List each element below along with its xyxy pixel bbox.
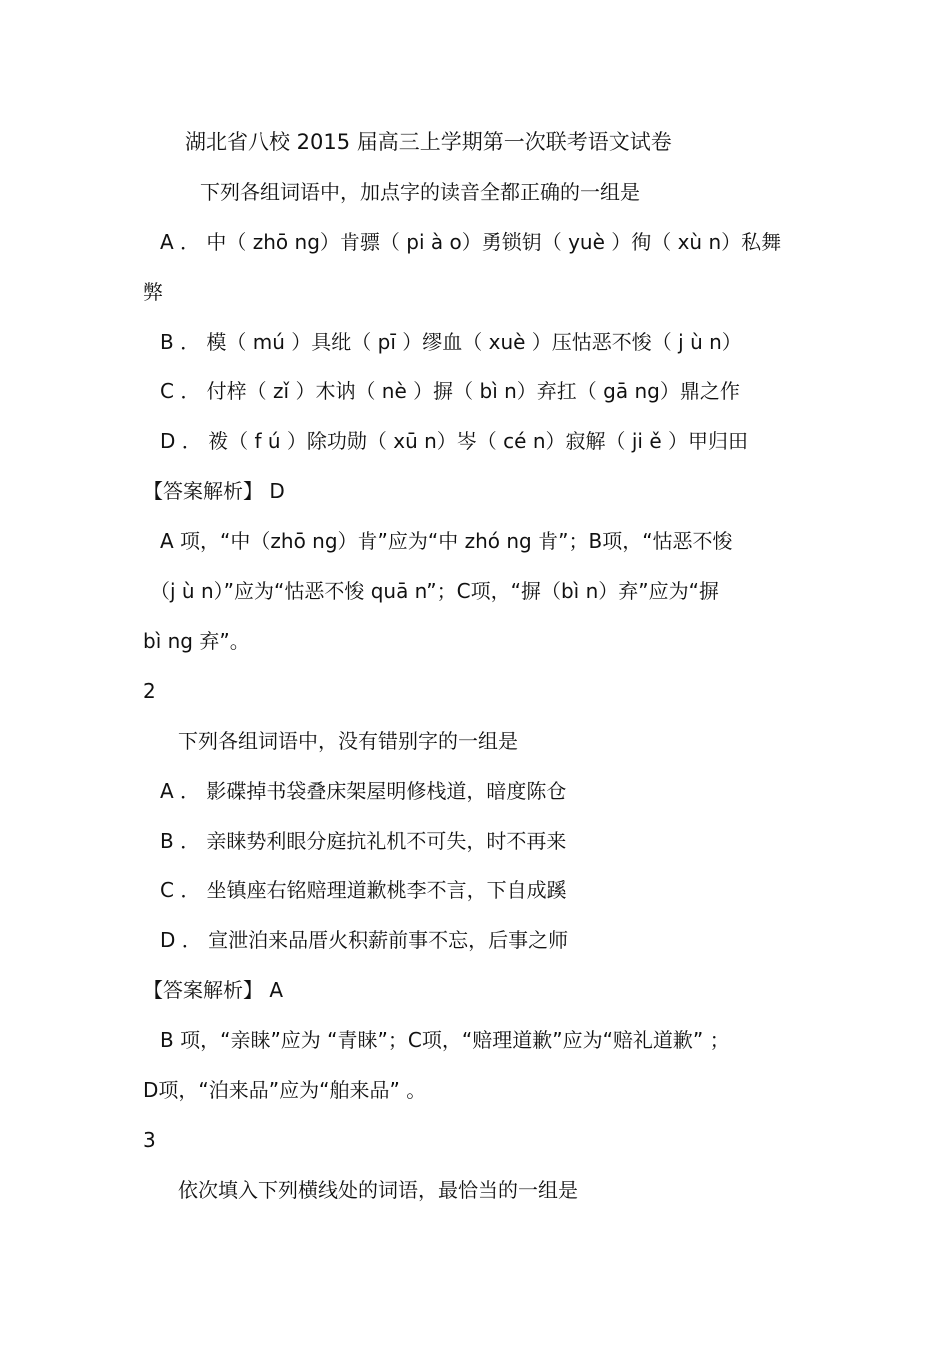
q1-option-c: C ． 付梓（ zǐ ）木讷（ nè ）摒（ bì n）弃扛（ gā ng）鼎之作 <box>160 379 740 403</box>
q3-prompt: 依次填入下列横线处的词语，最恰当的一组是 <box>178 1178 578 1202</box>
q1-answer: 【答案解析】 D <box>143 479 285 503</box>
q2-answer: 【答案解析】 A <box>143 978 284 1002</box>
q2-option-c: C ． 坐镇座右铭赔理道歉桃李不言，下自成蹊 <box>160 878 567 902</box>
q1-option-d: D ． 袯（ f ú ）除功勋（ xū n）岑（ cé n）寂解（ ji ě ）甲归田 <box>160 429 748 453</box>
page-title: 湖北省八校 2015 届高三上学期第一次联考语文试卷 <box>185 130 672 154</box>
q3-number: 3 <box>143 1128 156 1152</box>
q1-option-b: B ． 模（ mú ）具纰（ pī ）缪血（ xuè ）压怙恶不悛（ j ù n） <box>160 330 742 354</box>
q2-option-a: A ． 影碟掉书袋叠床架屋明修栈道，暗度陈仓 <box>160 779 567 803</box>
q1-explanation-line-3: bì ng 弃”。 <box>143 629 250 653</box>
q1-option-a-continued: 弊 <box>143 280 163 304</box>
q2-number: 2 <box>143 679 156 703</box>
q1-explanation-line-2: （j ù n）”应为“怙恶不悛 quā n”；C项，“摒（bì n）弃”应为“摒 <box>150 579 719 603</box>
q2-explanation-line-1: B 项，“亲睐”应为 “青睐”；C项，“赔理道歉”应为“赔礼道歉” ； <box>160 1028 730 1052</box>
q2-prompt: 下列各组词语中，没有错别字的一组是 <box>178 729 518 753</box>
q1-prompt: 下列各组词语中，加点字的读音全都正确的一组是 <box>200 180 640 204</box>
q1-explanation-line-1: A 项，“中（zhō ng）肯”应为“中 zhó ng 肯”；B项，“怙恶不悛 <box>160 529 733 553</box>
q1-option-a: A ． 中（ zhō ng）肯骠（ pi à o）勇锁钥（ yuè ）徇（ xù n）私舞 <box>160 230 782 254</box>
q2-explanation-line-2: D项，“泊来品”应为“舶来品” 。 <box>143 1078 427 1102</box>
q2-option-b: B ． 亲睐势利眼分庭抗礼机不可失，时不再来 <box>160 829 567 853</box>
q2-option-d: D ． 宣泄泊来品厝火积薪前事不忘，后事之师 <box>160 928 569 952</box>
